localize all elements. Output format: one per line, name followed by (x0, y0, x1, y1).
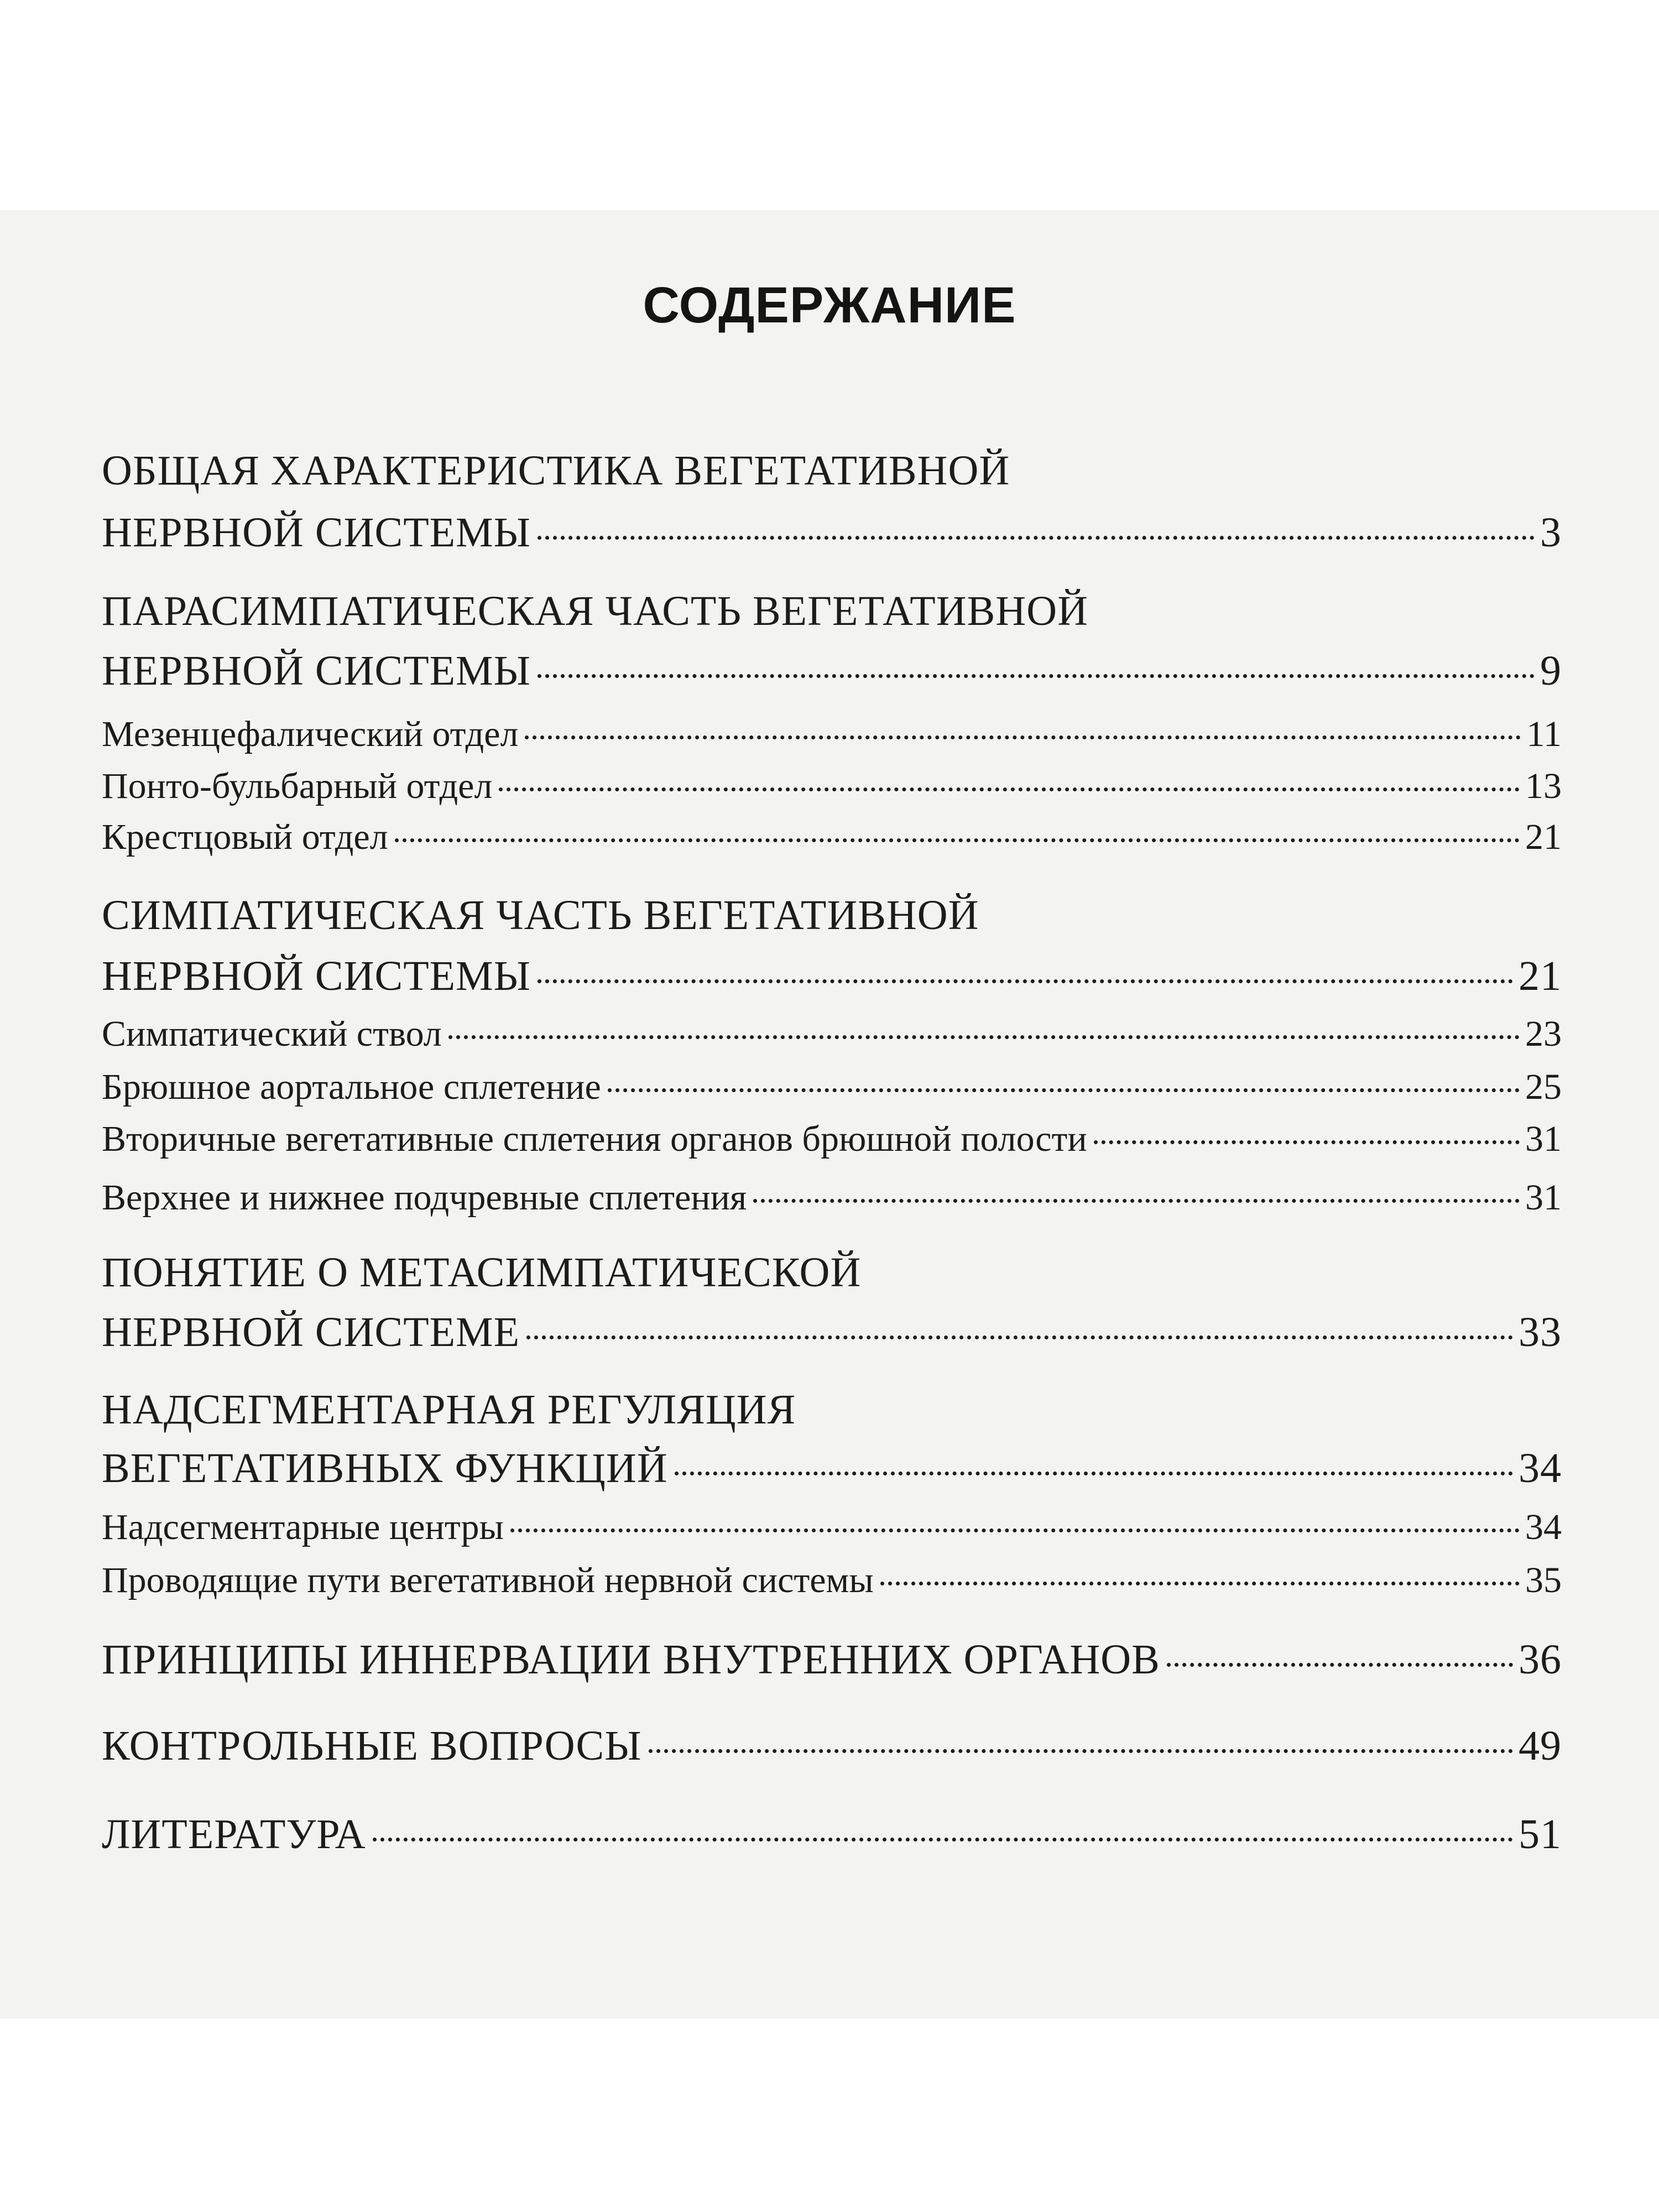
toc-page-number: 36 (1519, 1636, 1562, 1683)
dot-leader (753, 1199, 1520, 1203)
toc-entry[interactable] (102, 1013, 1562, 1055)
toc-entry-label: НЕРВНОЙ СИСТЕМЫ (102, 509, 531, 556)
toc-page-number: 31 (1525, 1177, 1562, 1218)
toc-page-number: 25 (1525, 1067, 1562, 1107)
toc-page-number: 23 (1525, 1014, 1562, 1054)
dot-leader (675, 1472, 1513, 1475)
toc-entry[interactable] (102, 1506, 1562, 1548)
toc-entry-label: НЕРВНОЙ СИСТЕМЫ (102, 648, 531, 694)
toc-entry[interactable] (102, 1636, 1562, 1684)
toc-page-number: 35 (1525, 1560, 1562, 1600)
dot-leader (538, 536, 1535, 540)
toc-entry-label: НЕРВНОЙ СИСТЕМЕ (102, 1309, 520, 1355)
toc-entry-label: КОНТРОЛЬНЫЕ ВОПРОСЫ (102, 1723, 642, 1769)
toc-entry[interactable] (102, 1308, 1562, 1357)
toc-page-number: 13 (1525, 766, 1562, 806)
toc-entry-label: Симпатический ствол (102, 1014, 442, 1054)
toc-entry-label: ЛИТЕРАТУРА (102, 1811, 366, 1858)
toc-entry[interactable] (102, 713, 1562, 755)
dot-leader (395, 838, 1520, 842)
toc-entry-label: Вторичные вегетативные сплетения органов брюшной полости (102, 1119, 1087, 1159)
toc-page-number: 49 (1519, 1723, 1562, 1769)
toc-page-number: 3 (1540, 509, 1562, 556)
toc-entry-label: НЕРВНОЙ СИСТЕМЫ (102, 953, 531, 999)
page-title: СОДЕРЖАНИЕ (643, 277, 1016, 333)
dot-leader (1167, 1663, 1513, 1667)
toc-entry-label: Крестцовый отдел (102, 817, 388, 857)
dot-leader (448, 1035, 1520, 1039)
toc-page-number: 9 (1540, 648, 1562, 694)
toc-entry-label: ВЕГЕТАТИВНЫХ ФУНКЦИЙ (102, 1445, 668, 1491)
toc-page-number: 33 (1519, 1309, 1562, 1355)
toc-entry[interactable] (102, 1722, 1562, 1770)
toc-heading-line: ОБЩАЯ ХАРАКТЕРИСТИКА ВЕГЕТАТИВНОЙ (102, 447, 1010, 494)
toc-entry[interactable] (102, 647, 1562, 695)
dot-leader (1094, 1140, 1520, 1144)
toc-page-number: 51 (1519, 1811, 1562, 1858)
toc-entry[interactable] (102, 1066, 1562, 1108)
toc-entry-label: Надсегментарные центры (102, 1507, 504, 1547)
toc-entry-label: Проводящие пути вегетативной нервной системы (102, 1560, 874, 1600)
toc-page-number: 31 (1525, 1119, 1562, 1159)
toc-entry-label: Верхнее и нижнее подчревные сплетения (102, 1177, 747, 1218)
toc-entry[interactable] (102, 1444, 1562, 1493)
toc-entry[interactable] (102, 816, 1562, 858)
dot-leader (510, 1528, 1520, 1532)
dot-leader (373, 1838, 1513, 1841)
toc-entry-label: ПРИНЦИПЫ ИННЕРВАЦИИ ВНУТРЕННИХ ОРГАНОВ (102, 1636, 1160, 1683)
toc-heading-line: НАДСЕГМЕНТАРНАЯ РЕГУЛЯЦИЯ (102, 1386, 796, 1433)
toc-entry[interactable] (102, 1559, 1562, 1601)
toc-entry-label: Понто-бульбарный отдел (102, 766, 493, 806)
toc-entry[interactable] (102, 765, 1562, 807)
toc-page-number: 34 (1525, 1507, 1562, 1547)
dot-leader (880, 1582, 1520, 1585)
toc-entry-label: Брюшное аортальное сплетение (102, 1067, 601, 1107)
toc-entry[interactable] (102, 1177, 1562, 1219)
toc-page-number: 21 (1519, 953, 1562, 999)
toc-entry-label: Мезенцефалический отдел (102, 714, 519, 754)
toc-page-number: 21 (1525, 817, 1562, 857)
dot-leader (525, 735, 1521, 739)
toc-heading-line: ПОНЯТИЕ О МЕТАСИМПАТИЧЕСКОЙ (102, 1249, 862, 1296)
dot-leader (538, 674, 1535, 678)
toc-entry[interactable] (102, 1811, 1562, 1859)
toc-entry[interactable] (102, 952, 1562, 1000)
toc-page-number: 11 (1526, 714, 1562, 754)
toc-heading-line: СИМПАТИЧЕСКАЯ ЧАСТЬ ВЕГЕТАТИВНОЙ (102, 892, 979, 938)
toc-heading-line: ПАРАСИМПАТИЧЕСКАЯ ЧАСТЬ ВЕГЕТАТИВНОЙ (102, 588, 1088, 634)
dot-leader (499, 787, 1520, 791)
dot-leader (608, 1088, 1520, 1092)
toc-entry[interactable] (102, 1118, 1562, 1160)
toc-entry[interactable] (102, 509, 1562, 557)
dot-leader (649, 1749, 1514, 1753)
toc-page-number: 34 (1519, 1445, 1562, 1491)
dot-leader (526, 1335, 1513, 1339)
dot-leader (538, 979, 1513, 983)
